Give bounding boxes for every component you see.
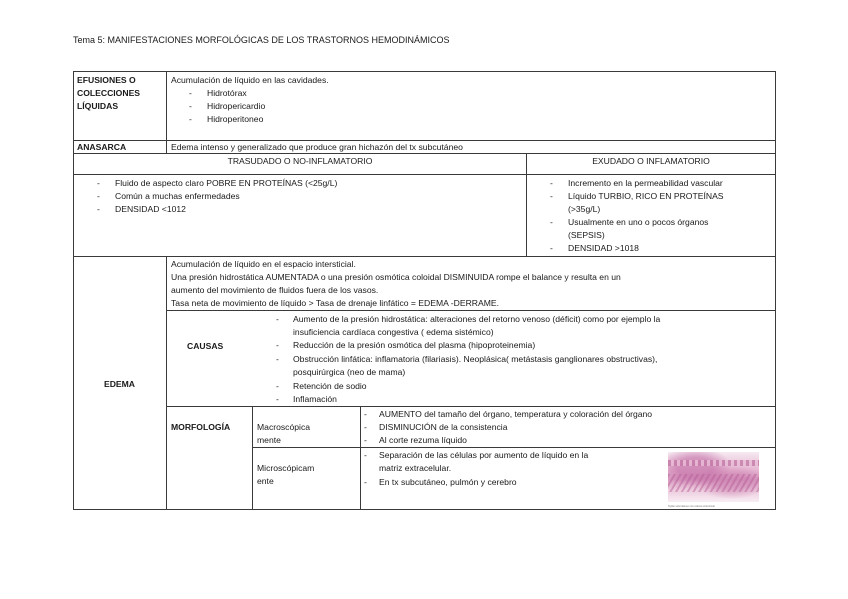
anasarca-label: ANASARCA (77, 142, 127, 152)
list-item: DISMINUCIÓN de la consistencia (379, 422, 508, 432)
list-item-cont: (SEPSIS) (568, 230, 605, 240)
list-item-cont: (>35g/L) (568, 204, 601, 214)
efusiones-label-line3: LÍQUIDAS (77, 101, 119, 111)
efusiones-intro: Acumulación de líquido en las cavidades. (171, 75, 329, 85)
histology-caption: Tejido subcutáneo con edema intersticial (668, 505, 715, 508)
efusiones-label-line2: COLECCIONES (77, 88, 141, 98)
list-item: Al corte rezuma líquido (379, 435, 467, 445)
trasudado-header: TRASUDADO O NO-INFLAMATORIO (227, 156, 373, 166)
page-title: Tema 5: MANIFESTACIONES MORFOLÓGICAS DE LOS TRASTORNOS HEMODINÁMICOS (73, 35, 450, 45)
list-item-cont: matriz extracelular. (379, 463, 452, 473)
list-item: Retención de sodio (293, 381, 367, 391)
list-item: Separación de las células por aumento de líquido en la (379, 450, 589, 460)
edema-intro-line: Una presión hidrostática AUMENTADA o una presión osmótica coloidal DISMINUIDA rompe el balance y resulta en un (171, 272, 621, 282)
exudado-header: EXUDADO O INFLAMATORIO (592, 156, 710, 166)
efusiones-label-line1: EFUSIONES O (77, 75, 136, 85)
edema-intro-line: Acumulación de líquido en el espacio intersticial. (171, 259, 356, 269)
list-item: DENSIDAD <1012 (115, 204, 186, 214)
list-item: Fluido de aspecto claro POBRE EN PROTEÍNAS (<25g/L) (115, 178, 338, 188)
list-item: - (189, 101, 192, 111)
list-item: En tx subcutáneo, pulmón y cerebro (379, 477, 517, 487)
histology-image (668, 452, 759, 502)
list-item: Hidropericardio (207, 101, 266, 111)
list-item: Usualmente en uno o pocos órganos (568, 217, 709, 227)
list-item: Incremento en la permeabilidad vascular (568, 178, 723, 188)
macro-label-line1: Macroscópica (257, 422, 311, 432)
micro-label-line1: Microscópicam (257, 463, 315, 473)
list-item: - (189, 114, 192, 124)
list-item: Líquido TURBIO, RICO EN PROTEÍNAS (568, 191, 724, 201)
morfologia-label: MORFOLOGÍA (171, 422, 231, 432)
list-item: Reducción de la presión osmótica del plasma (hipoproteinemia) (293, 340, 536, 350)
list-item: Obstrucción linfática: inflamatoria (filariasis). Neoplásica( metástasis ganglionares obstructivas), (293, 354, 658, 364)
list-item-cont: posquirúrgica (neo de mama) (293, 367, 406, 377)
list-item-cont: insuficiencia cardíaca congestiva ( edema sistémico) (293, 327, 494, 337)
edema-intro-line: aumento del movimiento de fluidos fuera de los vasos. (171, 285, 379, 295)
causas-label: CAUSAS (187, 341, 224, 351)
list-item: Hidroperitoneo (207, 114, 264, 124)
list-item: DENSIDAD >1018 (568, 243, 639, 253)
list-item: Hidrotórax (207, 88, 247, 98)
list-item: AUMENTO del tamaño del órgano, temperatura y coloración del órgano (379, 409, 653, 419)
edema-label: EDEMA (103, 379, 136, 389)
edema-intro-line: Tasa neta de movimiento de líquido > Tasa de drenaje linfático = EDEMA -DERRAME. (171, 298, 500, 308)
list-item: Aumento de la presión hidrostática: alteraciones del retorno venoso (déficit) como por ejemplo la (293, 314, 661, 324)
macro-label-line2: mente (257, 435, 281, 445)
anasarca-text: Edema intenso y generalizado que produce gran hichazón del tx subcutáneo (171, 142, 463, 152)
list-item: - (189, 88, 192, 98)
list-item: Inflamación (293, 394, 337, 404)
list-item: Común a muchas enfermedades (115, 191, 240, 201)
micro-label-line2: ente (257, 476, 274, 486)
